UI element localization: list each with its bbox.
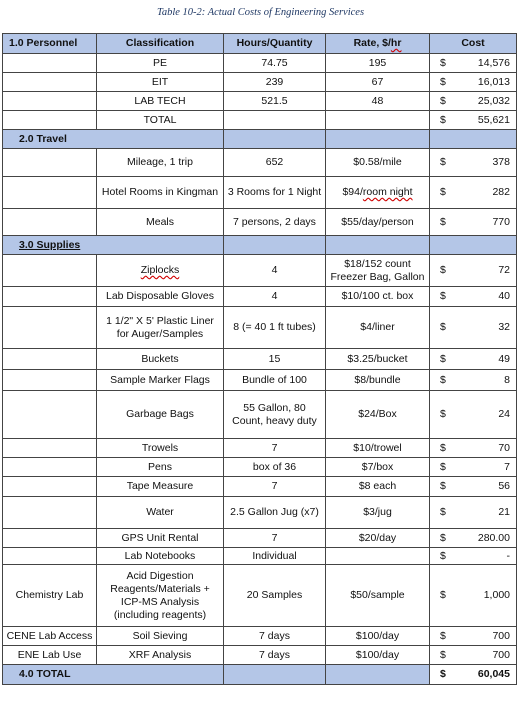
table-row [3,458,517,477]
quantity-cell: 3 Rooms for 1 Night [224,177,326,209]
quantity-cell: Bundle of 100 [224,370,326,391]
rate-cell: $8 each [326,477,430,497]
category-cell [3,349,97,370]
currency-cell: $ [430,370,456,391]
table-row [3,548,517,565]
cost-cell: 21 [456,497,517,529]
currency-cell: $ [430,646,456,665]
category-cell: CENE Lab Access [3,627,97,646]
supplies-section-row [3,236,517,255]
personnel-section-label: 1.0 Personnel [3,34,97,54]
table-row [3,370,517,391]
quantity-cell: 55 Gallon, 80 Count, heavy duty [224,391,326,439]
category-cell [3,391,97,439]
currency-cell: $ [430,111,456,130]
table-row [3,92,517,111]
cost-cell: 282 [456,177,517,209]
table-row [3,477,517,497]
rate-cell: $4/liner [326,307,430,349]
cost-cell: 14,576 [456,54,517,73]
cost-cell: 40 [456,287,517,307]
currency-cell: $ [430,73,456,92]
cost-cell: 280.00 [456,529,517,548]
currency-cell: $ [430,209,456,236]
category-cell [3,529,97,548]
hours-quantity-header: Hours/Quantity [224,34,326,54]
supplies-section-text: 3.0 Supplies [19,238,81,251]
currency-cell: $ [430,149,456,177]
rate-cell: $3/jug [326,497,430,529]
table-row [3,149,517,177]
empty-cell [3,177,97,209]
rate-cell: $100/day [326,627,430,646]
cost-cell: 24 [456,391,517,439]
hours-cell: 74.75 [224,54,326,73]
item-cell: Pens [97,458,224,477]
currency-cell: $ [430,439,456,458]
grand-total-label: 4.0 TOTAL [3,665,224,685]
item-cell: Water [97,497,224,529]
category-cell: ENE Lab Use [3,646,97,665]
rate-cell: 195 [326,54,430,73]
empty-cell [3,92,97,111]
category-cell [3,287,97,307]
travel-section-label: 2.0 Travel [3,130,224,149]
item-cell: Trowels [97,439,224,458]
empty-cell [326,130,430,149]
cost-header: Cost [430,34,517,54]
currency-cell: $ [430,177,456,209]
classification-cell: EIT [97,73,224,92]
item-cell: Mileage, 1 trip [97,149,224,177]
table-row [3,565,517,627]
currency-cell: $ [430,54,456,73]
rate-cell: $94/room night [326,177,430,209]
table-row [3,646,517,665]
quantity-cell: 7 persons, 2 days [224,209,326,236]
currency-cell: $ [430,548,456,565]
quantity-cell: 4 [224,255,326,287]
quantity-cell: 2.5 Gallon Jug (x7) [224,497,326,529]
empty-cell [224,130,326,149]
quantity-cell: 652 [224,149,326,177]
currency-cell: $ [430,665,456,685]
empty-cell [3,209,97,236]
category-cell [3,370,97,391]
quantity-cell: 7 [224,439,326,458]
rate-cell: $10/trowel [326,439,430,458]
table-row [3,627,517,646]
cost-cell: 16,013 [456,73,517,92]
rate-cell: $3.25/bucket [326,349,430,370]
currency-cell: $ [430,349,456,370]
rate-cell: $55/day/person [326,209,430,236]
item-cell: Acid Digestion Reagents/Materials + ICP-MS Analysis (including reagents) [97,565,224,627]
item-cell: XRF Analysis [97,646,224,665]
rate-cell: $0.58/mile [326,149,430,177]
classification-cell: LAB TECH [97,92,224,111]
rate-cell: $100/day [326,646,430,665]
cost-cell: 378 [456,149,517,177]
cost-cell: 70 [456,439,517,458]
item-cell: Meals [97,209,224,236]
hours-cell [224,111,326,130]
rate-cell: $8/bundle [326,370,430,391]
item-cell: Tape Measure [97,477,224,497]
classification-header: Classification [97,34,224,54]
empty-cell [3,149,97,177]
cost-cell: 55,621 [456,111,517,130]
empty-cell [430,236,517,255]
table-row [3,73,517,92]
currency-cell: $ [430,458,456,477]
currency-cell: $ [430,565,456,627]
item-cell: 1 1/2" X 5' Plastic Liner for Auger/Samples [97,307,224,349]
category-cell [3,477,97,497]
grand-total-cost: 60,045 [456,665,517,685]
table-row [3,439,517,458]
category-cell [3,255,97,287]
empty-cell [224,665,326,685]
table-row [3,391,517,439]
table-row [3,529,517,548]
quantity-cell: 7 [224,529,326,548]
table-header-row [3,34,517,54]
travel-section-row [3,130,517,149]
currency-cell: $ [430,627,456,646]
empty-cell [3,54,97,73]
item-cell: Sample Marker Flags [97,370,224,391]
quantity-cell: 4 [224,287,326,307]
item-cell: GPS Unit Rental [97,529,224,548]
cost-cell: 72 [456,255,517,287]
currency-cell: $ [430,255,456,287]
rate-cell: $7/box [326,458,430,477]
cost-cell: - [456,548,517,565]
table-row [3,307,517,349]
category-cell [3,548,97,565]
cost-cell: 25,032 [456,92,517,111]
cost-cell: 7 [456,458,517,477]
rate-cell: $50/sample [326,565,430,627]
empty-cell [326,236,430,255]
category-cell: Chemistry Lab [3,565,97,627]
currency-cell: $ [430,92,456,111]
empty-cell [224,236,326,255]
currency-cell: $ [430,391,456,439]
cost-cell: 49 [456,349,517,370]
table-row [3,177,517,209]
cost-cell: 700 [456,627,517,646]
cost-cell: 32 [456,307,517,349]
rate-cell [326,111,430,130]
rate-cell: $24/Box [326,391,430,439]
item-cell [97,255,224,287]
quantity-cell: 7 [224,477,326,497]
item-cell: Hotel Rooms in Kingman [97,177,224,209]
cost-cell: 8 [456,370,517,391]
rate-cell: $20/day [326,529,430,548]
category-cell [3,458,97,477]
category-cell [3,439,97,458]
grand-total-row [3,665,517,685]
empty-cell [3,73,97,92]
currency-cell: $ [430,529,456,548]
item-cell: Lab Notebooks [97,548,224,565]
currency-cell: $ [430,307,456,349]
quantity-cell: box of 36 [224,458,326,477]
cost-cell: 770 [456,209,517,236]
quantity-cell: Individual [224,548,326,565]
quantity-cell: 20 Samples [224,565,326,627]
quantity-cell: 8 (= 40 1 ft tubes) [224,307,326,349]
item-cell: Garbage Bags [97,391,224,439]
rate-cell: $18/152 count Freezer Bag, Gallon [326,255,430,287]
cost-cell: 700 [456,646,517,665]
table-row [3,349,517,370]
cost-table [2,33,517,685]
empty-cell [326,665,430,685]
personnel-total-row [3,111,517,130]
supplies-section-label [3,236,224,255]
hours-cell: 239 [224,73,326,92]
table-row [3,209,517,236]
rate-cell: 48 [326,92,430,111]
currency-cell: $ [430,497,456,529]
table-caption: Table 10-2: Actual Costs of Engineering Services [156,7,365,18]
item-cell: Soil Sieving [97,627,224,646]
category-cell [3,497,97,529]
currency-cell: $ [430,287,456,307]
classification-cell: PE [97,54,224,73]
quantity-cell: 7 days [224,646,326,665]
category-cell [3,307,97,349]
table-row [3,54,517,73]
quantity-cell: 15 [224,349,326,370]
item-text: Ziplocks [140,264,180,276]
rate-header: Rate, $/hr [326,34,430,54]
item-cell: Lab Disposable Gloves [97,287,224,307]
currency-cell: $ [430,477,456,497]
hours-cell: 521.5 [224,92,326,111]
rate-cell [326,548,430,565]
rate-cell: $10/100 ct. box [326,287,430,307]
item-cell: Buckets [97,349,224,370]
classification-cell: TOTAL [97,111,224,130]
empty-cell [430,130,517,149]
table-row [3,497,517,529]
rate-cell: 67 [326,73,430,92]
cost-cell: 56 [456,477,517,497]
empty-cell [3,111,97,130]
quantity-cell: 7 days [224,627,326,646]
table-row [3,287,517,307]
cost-cell: 1,000 [456,565,517,627]
table-row [3,255,517,287]
